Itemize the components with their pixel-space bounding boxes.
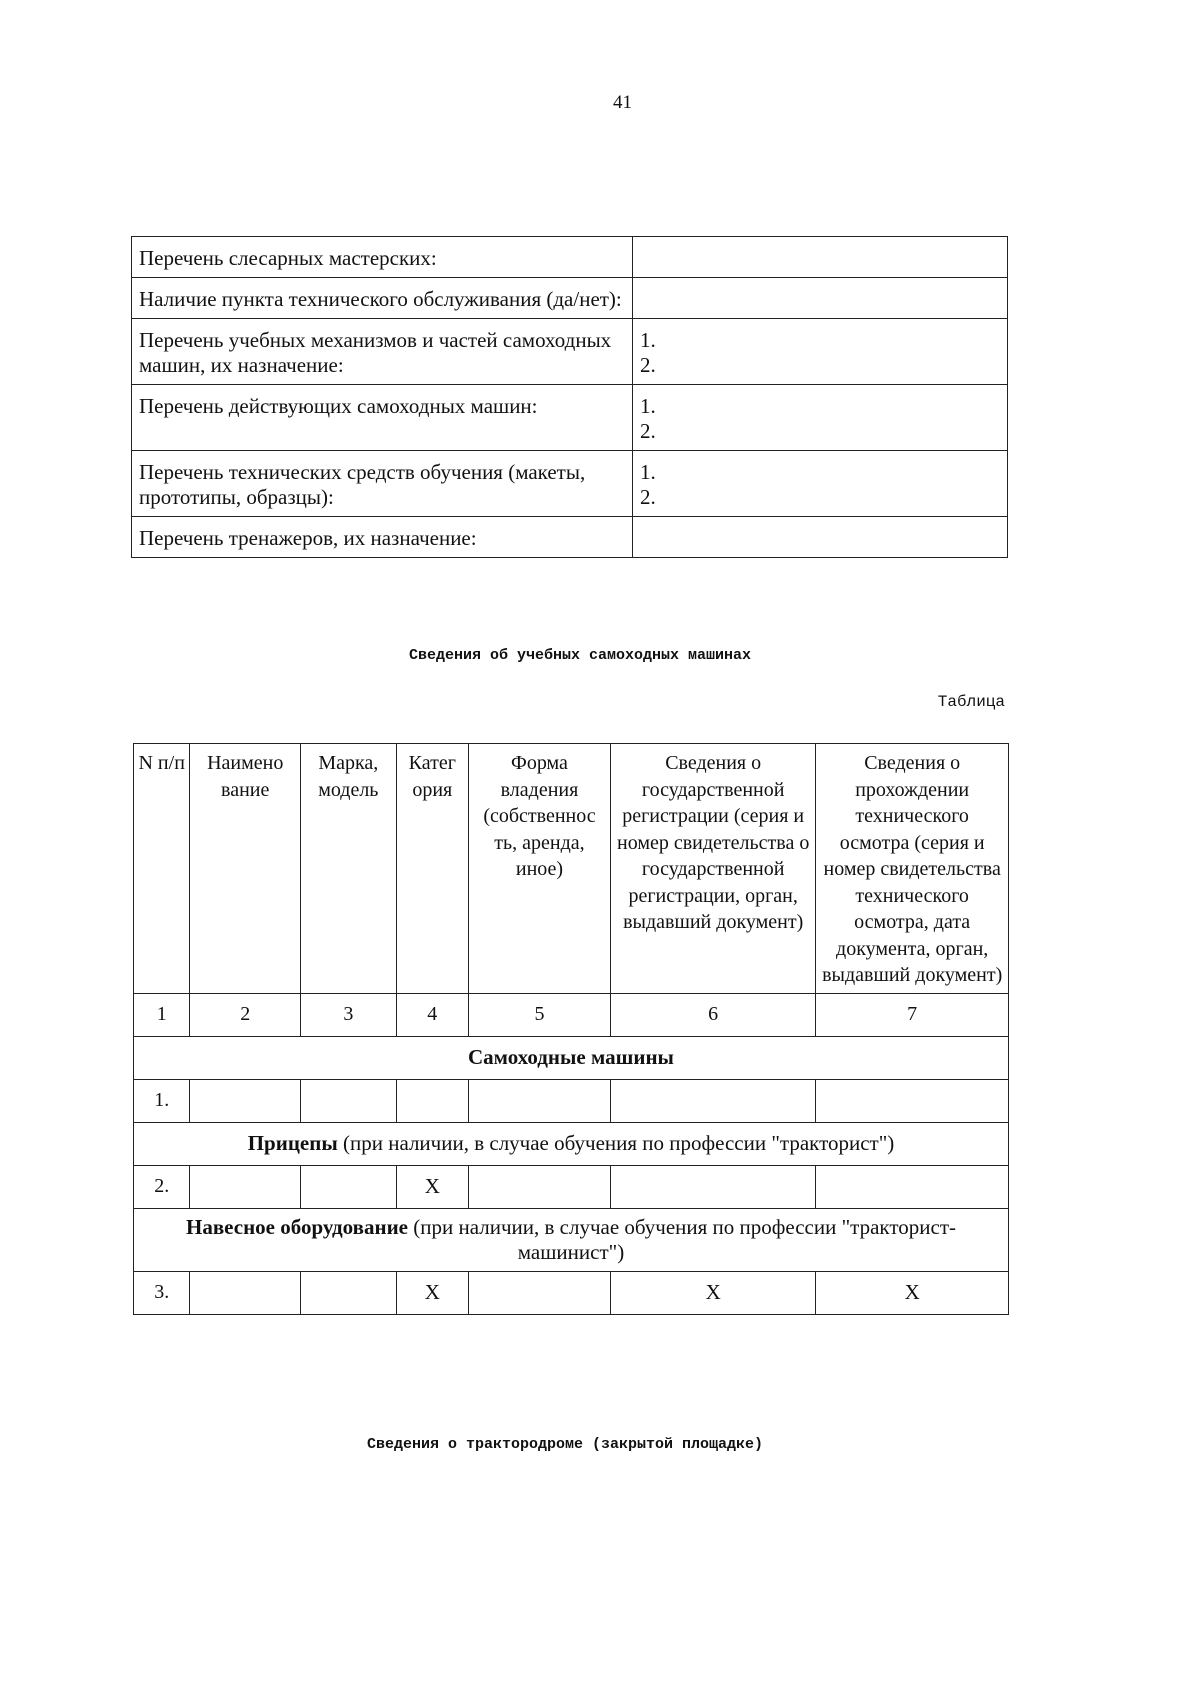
table-cell [190,1271,301,1314]
section-title [134,1208,1009,1271]
info-label: Перечень учебных механизмов и частей самоходных машин, их назначение: [132,319,633,385]
section-title [134,1122,1009,1165]
info-value [633,385,1008,451]
info-value [633,319,1008,385]
info-label: Перечень технических средств обучения (макеты, прототипы, образцы): [132,451,633,517]
section-row-trailers [134,1122,1009,1165]
info-row-simulators [132,517,1008,558]
info-label: Перечень тренажеров, их назначение: [132,517,633,558]
section-title-rest: (при наличии, в случае обучения по профессии "тракторист") [337,1131,895,1155]
table-cell-mark: X [816,1271,1009,1314]
info-value [633,278,1008,319]
info-value [633,237,1008,278]
table-cell-mark: X [396,1165,468,1208]
table-cell-number: 3. [134,1271,190,1314]
info-row-workshops [132,237,1008,278]
column-number: 1 [134,993,190,1036]
table-cell [468,1271,610,1314]
machines-header-row [134,744,1009,994]
info-row-training-aids [132,451,1008,517]
info-row-service-point [132,278,1008,319]
section-heading-tractordrome: Сведения о трактородроме (закрытой площадке) [366,1436,764,1453]
page-number: 41 [613,92,632,113]
info-table [131,236,1008,558]
info-row-mechanisms [132,319,1008,385]
table-row [134,1079,1009,1122]
table-cell-mark: X [396,1271,468,1314]
section-title-rest: (при наличии, в случае обучения по профессии "тракторист-машинист") [408,1214,956,1264]
header-ownership: Форма владения (собственнос ть, аренда, иное) [468,744,610,994]
section-title-bold: Самоходные машины [468,1045,674,1069]
machines-table [133,743,1009,1315]
info-label: Наличие пункта технического обслуживания (да/нет): [132,278,633,319]
table-cell [816,1079,1009,1122]
column-number-row [134,993,1009,1036]
table-cell [190,1165,301,1208]
column-number: 2 [190,993,301,1036]
column-number: 6 [610,993,815,1036]
table-cell [190,1079,301,1122]
info-value [633,517,1008,558]
column-number: 3 [301,993,397,1036]
section-heading-machines: Сведения об учебных самоходных машинах [408,647,752,664]
table-row [134,1271,1009,1314]
section-title [134,1036,1009,1079]
table-cell [301,1165,397,1208]
header-inspection: Сведения о прохождении технического осмотра (серия и номер свидетельства технического осмотра, дата документа, орган, выдавший документ) [816,744,1009,994]
info-value-item: 1. [640,394,656,418]
table-cell [610,1079,815,1122]
info-value-item: 2. [640,485,656,509]
info-value-item: 2. [640,419,656,443]
table-cell-number: 1. [134,1079,190,1122]
table-cell-mark: X [610,1271,815,1314]
info-value-item: 1. [640,328,656,352]
header-registration: Сведения о государственной регистрации (серия и номер свидетельства о государственной регистрации, орган, выдавший документ) [610,744,815,994]
table-caption: Таблица [937,693,1005,711]
section-row-self-propelled [134,1036,1009,1079]
table-cell-number: 2. [134,1165,190,1208]
column-number: 7 [816,993,1009,1036]
table-cell [816,1165,1009,1208]
header-number: N п/п [134,744,190,994]
table-cell [468,1079,610,1122]
table-cell [468,1165,610,1208]
table-row [134,1165,1009,1208]
info-row-active-machines [132,385,1008,451]
header-name: Наимено вание [190,744,301,994]
column-number: 4 [396,993,468,1036]
section-row-attachments [134,1208,1009,1271]
column-number: 5 [468,993,610,1036]
table-cell [301,1271,397,1314]
header-model: Марка, модель [301,744,397,994]
info-value-item: 2. [640,353,656,377]
section-title-bold: Навесное оборудование [186,1214,409,1239]
section-title-bold: Прицепы [247,1131,338,1155]
info-label: Перечень действующих самоходных машин: [132,385,633,451]
info-value-item: 1. [640,460,656,484]
info-value [633,451,1008,517]
table-cell [610,1165,815,1208]
table-cell [301,1079,397,1122]
header-category: Катег ория [396,744,468,994]
table-cell [396,1079,468,1122]
info-label: Перечень слесарных мастерских: [132,237,633,278]
